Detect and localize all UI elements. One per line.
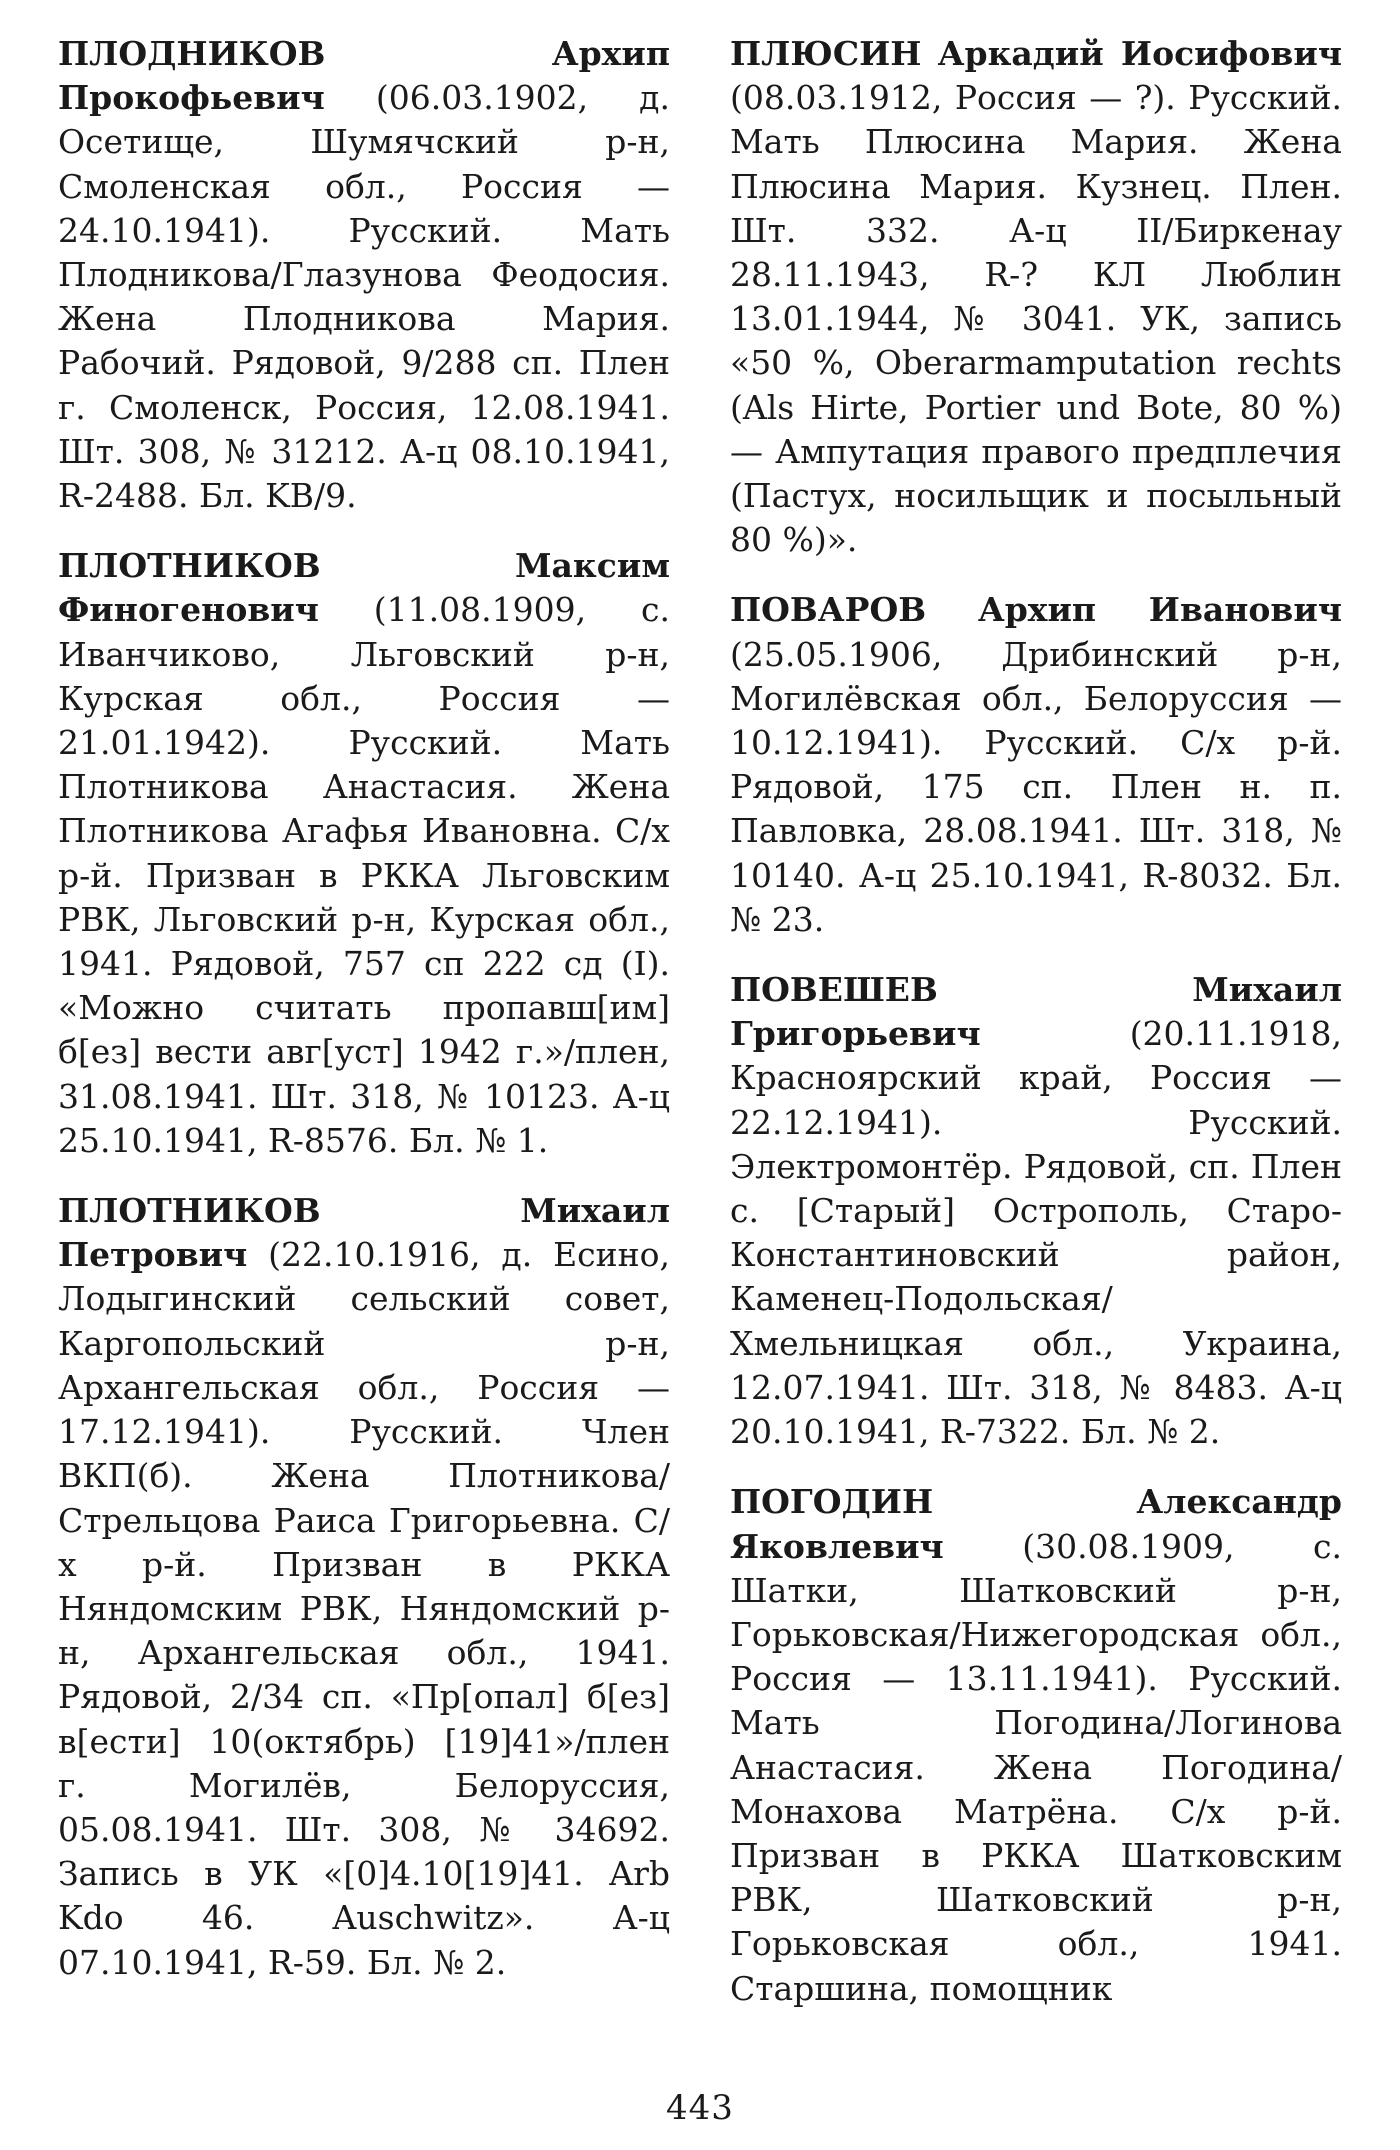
entry-text: (22.10.1916, д. Есино, Лодыгинский сельский совет, Каргопольский р-н, Архангельская обл., Россия — 17.12.1941). Русский. Член ВКП(б). Жена Плотникова/Стрельцова Раиса Григорьевна. С/х р-й. Призван в РККА Няндомским РВК, Няндомский р-н, Архангельская обл., 1941. Рядовой, 2/34 сп. «Пр[опал] б[ез] в[ести] 10(октябрь) [19]41»/плен г. Могилёв, Белоруссия, 05.08.1941. Шт. 308, № 34692. Запись в УК «[0]4.10[19]41. Arb Kdo 46. Auschwitz». А-ц 07.10.1941, R-59. Бл. № 2. [58, 1235, 670, 1982]
entry-surname: ПЛОТНИКОВ [58, 546, 321, 586]
biography-entry [58, 32, 670, 518]
entry-text: (30.08.1909, с. Шатки, Шатковский р-н, Горьковская/Нижегородская обл., Россия — 13.11.1941). Русский. Мать Погодина/Логинова Анастасия. Жена Погодина/Монахова Матрёна. С/х р-й. Призван в РККА Шатковским РВК, Шатковский р-н, Горьковская обл., 1941. Старшина, помощник [730, 1526, 1342, 2008]
entry-given-name: Архип Иванович [977, 590, 1342, 630]
entry-text: (11.08.1909, с. Иванчиково, Льговский р-н, Курская обл., Россия — 21.01.1942). Русский. Мать Плотникова Анастасия. Жена Плотникова Агафья Ивановна. С/х р-й. Призван в РККА Льговским РВК, Льговский р-н, Курская обл., 1941. Рядовой, 757 сп 222 сд (I). «Можно считать пропавш[им] б[ез] вести авг[уст] 1942 г.»/плен, 31.08.1941. Шт. 318, № 10123. А-ц 25.10.1941, R-8576. Бл. № 1. [58, 590, 670, 1160]
entry-text: (08.03.1912, Россия — ?). Русский. Мать Плюсина Мария. Жена Плюсина Мария. Кузнец. Плен. Шт. 332. А-ц II/Биркенау 28.11.1943, R-? КЛ Люблин 13.01.1944, № 3041. УК, запись «50 %, Oberarmamputation rechts (Als Hirte, Portier und Bote, 80 %) — Ампутация правого предплечия (Пастух, носильщик и посыльный 80 %)». [730, 78, 1342, 560]
entry-given-name: Михаил Григорьевич [730, 970, 1342, 1054]
entry-text: (25.05.1906, Дрибинский р-н, Могилёвская обл., Белоруссия — 10.12.1941). Русский. С/х р-й. Рядовой, 175 сп. Плен н. п. Павловка, 28.08.1941. Шт. 318, № 10140. А-ц 25.10.1941, R-8032. Бл. № 23. [730, 634, 1342, 939]
entry-text: (06.03.1902, д. Осетище, Шумячский р-н, Смоленская обл., Россия — 24.10.1941). Русский. Мать Плодникова/Глазунова Феодосия. Жена Плодникова Мария. Рабочий. Рядовой, 9/288 сп. Плен г. Смоленск, Россия, 12.08.1941. Шт. 308, № 31212. А-ц 08.10.1941, R-2488. Бл. KB/9. [58, 78, 670, 516]
biography-entry [730, 588, 1342, 942]
document-page [58, 32, 1342, 2072]
entry-surname: ПЛОТНИКОВ [58, 1191, 321, 1231]
biography-entry [730, 968, 1342, 1454]
biography-entry [58, 1189, 670, 1985]
entry-given-name: Александр Яковлевич [730, 1482, 1342, 1566]
biography-entry [58, 544, 670, 1163]
entry-surname: ПЛОДНИКОВ [58, 34, 326, 73]
entry-surname: ПОВЕШЕВ [730, 970, 938, 1010]
entry-given-name: Архип Прокофьевич [58, 34, 670, 118]
biography-entry [730, 1480, 1342, 2010]
right-column [730, 32, 1342, 2072]
page-number: 443 [666, 2088, 734, 2128]
entry-given-name: Максим Финогенович [58, 546, 670, 630]
entry-surname: ПОГОДИН [730, 1482, 934, 1522]
biography-entry [730, 32, 1342, 562]
entry-surname: ПЛЮСИН [730, 34, 922, 73]
entry-given-name: Михаил Петрович [58, 1191, 670, 1275]
left-column [58, 32, 670, 2072]
entry-text: (20.11.1918, Красноярский край, Россия — 22.12.1941). Русский. Электромонтёр. Рядовой, сп. Плен с. [Старый] Острополь, Старо-Константиновский район, Каменец-Подольская/Хмельницкая обл., Украина, 12.07.1941. Шт. 318, № 8483. А-ц 20.10.1941, R-7322. Бл. № 2. [730, 1014, 1342, 1452]
entry-given-name: Аркадий Иосифович [937, 34, 1342, 73]
entry-surname: ПОВАРОВ [730, 590, 927, 630]
